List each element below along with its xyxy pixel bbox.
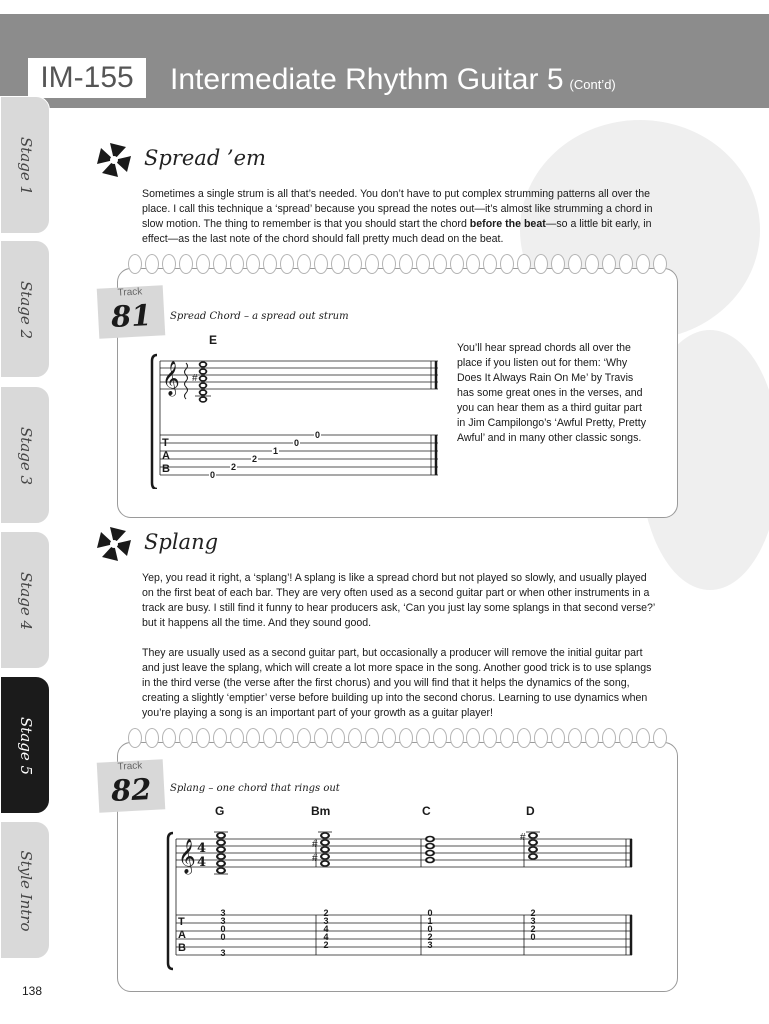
notepad-holes <box>128 254 667 274</box>
tab-fret-number: 2 <box>427 932 433 942</box>
tab-stage-4[interactable] <box>0 531 50 669</box>
chapter-title-continued: (Cont’d) <box>569 77 616 92</box>
tab-label: Stage 2 <box>17 280 35 340</box>
page-number: 138 <box>22 984 43 998</box>
paragraph-text: Sometimes a single strum is all that’s needed. You don’t have to put complex strumming patterns all over the place. I call this technique a ‘spread’ because you spread the notes out—it’s almost like strumming a chord in slow motion. The thing to remember is that you should start the chord <box>142 188 653 230</box>
tab-style-intro[interactable] <box>0 821 50 959</box>
tab-clef-a: A <box>162 450 170 462</box>
tab-fret-number: 0 <box>210 470 216 480</box>
notation-and-tab <box>148 349 438 489</box>
tab-fret-number: 3 <box>530 916 536 926</box>
chord-symbol: G <box>215 804 225 818</box>
notepad-holes <box>128 728 667 748</box>
tab-label: Style Intro <box>17 850 35 932</box>
tab-fret-number: 0 <box>315 430 321 440</box>
notation-and-tab <box>164 827 634 972</box>
svg-text:#: # <box>312 853 318 864</box>
tab-fret-number: 3 <box>323 916 329 926</box>
tab-stage-3[interactable] <box>0 386 50 524</box>
tab-clef-t: T <box>162 437 169 449</box>
tab-fret-number: 2 <box>231 462 237 472</box>
tab-fret-number: 2 <box>530 908 536 918</box>
svg-text:#: # <box>192 373 198 384</box>
tab-clef-a: A <box>178 929 186 941</box>
tab-fret-number: 2 <box>530 924 536 934</box>
tab-fret-number <box>425 949 435 957</box>
bold-phrase: before the beat <box>469 218 546 230</box>
example-caption: Spread Chord – a spread out strum <box>170 311 349 322</box>
tab-fret-number <box>321 949 331 957</box>
svg-text:#: # <box>312 839 318 850</box>
track-badge <box>97 285 166 338</box>
tab-fret-number <box>528 949 538 957</box>
track-number: 82 <box>110 771 153 809</box>
tab-clef-b: B <box>162 463 170 475</box>
chord-symbol: E <box>209 333 218 347</box>
tab-label: Stage 5 <box>17 716 35 776</box>
tab-clef-t: T <box>178 916 185 928</box>
tab-label: Stage 1 <box>17 136 35 196</box>
section-title: Splang <box>144 530 219 554</box>
tab-column-d <box>528 909 538 957</box>
tab-fret-number: 1 <box>273 446 279 456</box>
chord-symbol: D <box>526 804 535 818</box>
tab-clef-b: B <box>178 942 186 954</box>
chord-symbol: C <box>422 804 431 818</box>
tab-column-g <box>218 909 228 957</box>
track-label: Track <box>117 286 143 299</box>
tab-stage-2[interactable] <box>0 240 50 378</box>
section-title: Spread ’em <box>144 146 266 170</box>
tab-label: Stage 3 <box>17 426 35 486</box>
section-paragraph: Yep, you read it right, a ‘splang’! A splang is like a spread chord but not played so slowly, and usually played on the first beat of each bar. They are very often used as a second guitar part or when other instruments in a track are busy. I still find it funny to hear producers ask, ‘Can you just lay some splangs in that second verse?’ but it happens all the time. And they sound good. <box>142 572 655 629</box>
tab-stage-1[interactable] <box>0 96 50 234</box>
svg-text:4: 4 <box>197 841 207 856</box>
pinwheel-icon <box>92 140 136 180</box>
track-badge <box>97 759 166 812</box>
tab-fret-number: 0 <box>220 932 226 942</box>
chapter-title <box>170 60 616 105</box>
tab-fret-number <box>528 941 538 949</box>
tab-fret-number: 0 <box>294 438 300 448</box>
chapter-header <box>0 14 769 108</box>
tab-column-c <box>425 909 435 957</box>
tab-fret-number: 0 <box>427 924 433 934</box>
tab-fret-number: 2 <box>323 908 329 918</box>
tab-fret-number: 3 <box>427 940 433 950</box>
tab-fret-number: 3 <box>220 948 226 958</box>
tab-fret-number: 1 <box>427 916 433 926</box>
pinwheel-icon <box>92 524 136 564</box>
svg-text:𝄞: 𝄞 <box>162 361 180 396</box>
tab-fret-number: 2 <box>323 940 329 950</box>
tab-fret-number: 0 <box>427 908 433 918</box>
paragraph-text: —so a little bit early, in effect—as the last note of the chord should fall pretty much dead on the beat. <box>142 218 652 245</box>
track-82-panel <box>110 742 678 992</box>
example-caption: Splang – one chord that rings out <box>170 783 340 794</box>
tab-fret-number: 2 <box>252 454 258 464</box>
tab-fret-number: 3 <box>220 916 226 926</box>
track-label: Track <box>117 760 143 773</box>
svg-text:𝄞: 𝄞 <box>178 839 196 874</box>
tab-fret-number: 0 <box>220 924 226 934</box>
svg-text:#: # <box>520 832 526 843</box>
chord-symbol: Bm <box>311 804 331 818</box>
tab-label: Stage 4 <box>17 571 35 631</box>
section-paragraph <box>142 187 657 247</box>
chapter-title-text: Intermediate Rhythm Guitar 5 <box>170 63 564 96</box>
example-description: You’ll hear spread chords all over the place if you listen out for them: ‘Why Does It Always Rain On Me’ by Travis has some great ones in the verses, and you can hear them as a third guitar part in Jim Campilongo’s ‘Awful Pretty, Pretty Awful’ and in many other classic songs. <box>457 342 646 444</box>
tab-stage-5[interactable] <box>0 676 50 814</box>
tab-column-bm <box>321 909 331 957</box>
chapter-code: IM-155 <box>28 58 146 98</box>
section-paragraph: They are usually used as a second guitar part, but occasionally a producer will remove the initial guitar part and just leave the splang, which will create a lot more space in the song. Another good trick is to use splangs in the third verse (the verse after the first chorus) and you will find that it helps the dynamics of the song, creating a slightly ‘emptier’ verse before building up into the second chorus. Learning to use dynamics when you’re playing a song is an important part of your growth as a guitar player! <box>142 647 652 719</box>
tab-fret-number: 4 <box>323 924 329 934</box>
tab-fret-number: 3 <box>220 908 226 918</box>
track-81-panel <box>110 268 678 518</box>
tab-fret-number: 0 <box>530 932 536 942</box>
tab-fret-number: 4 <box>323 932 329 942</box>
svg-text:4: 4 <box>197 855 207 870</box>
track-number: 81 <box>110 297 153 335</box>
